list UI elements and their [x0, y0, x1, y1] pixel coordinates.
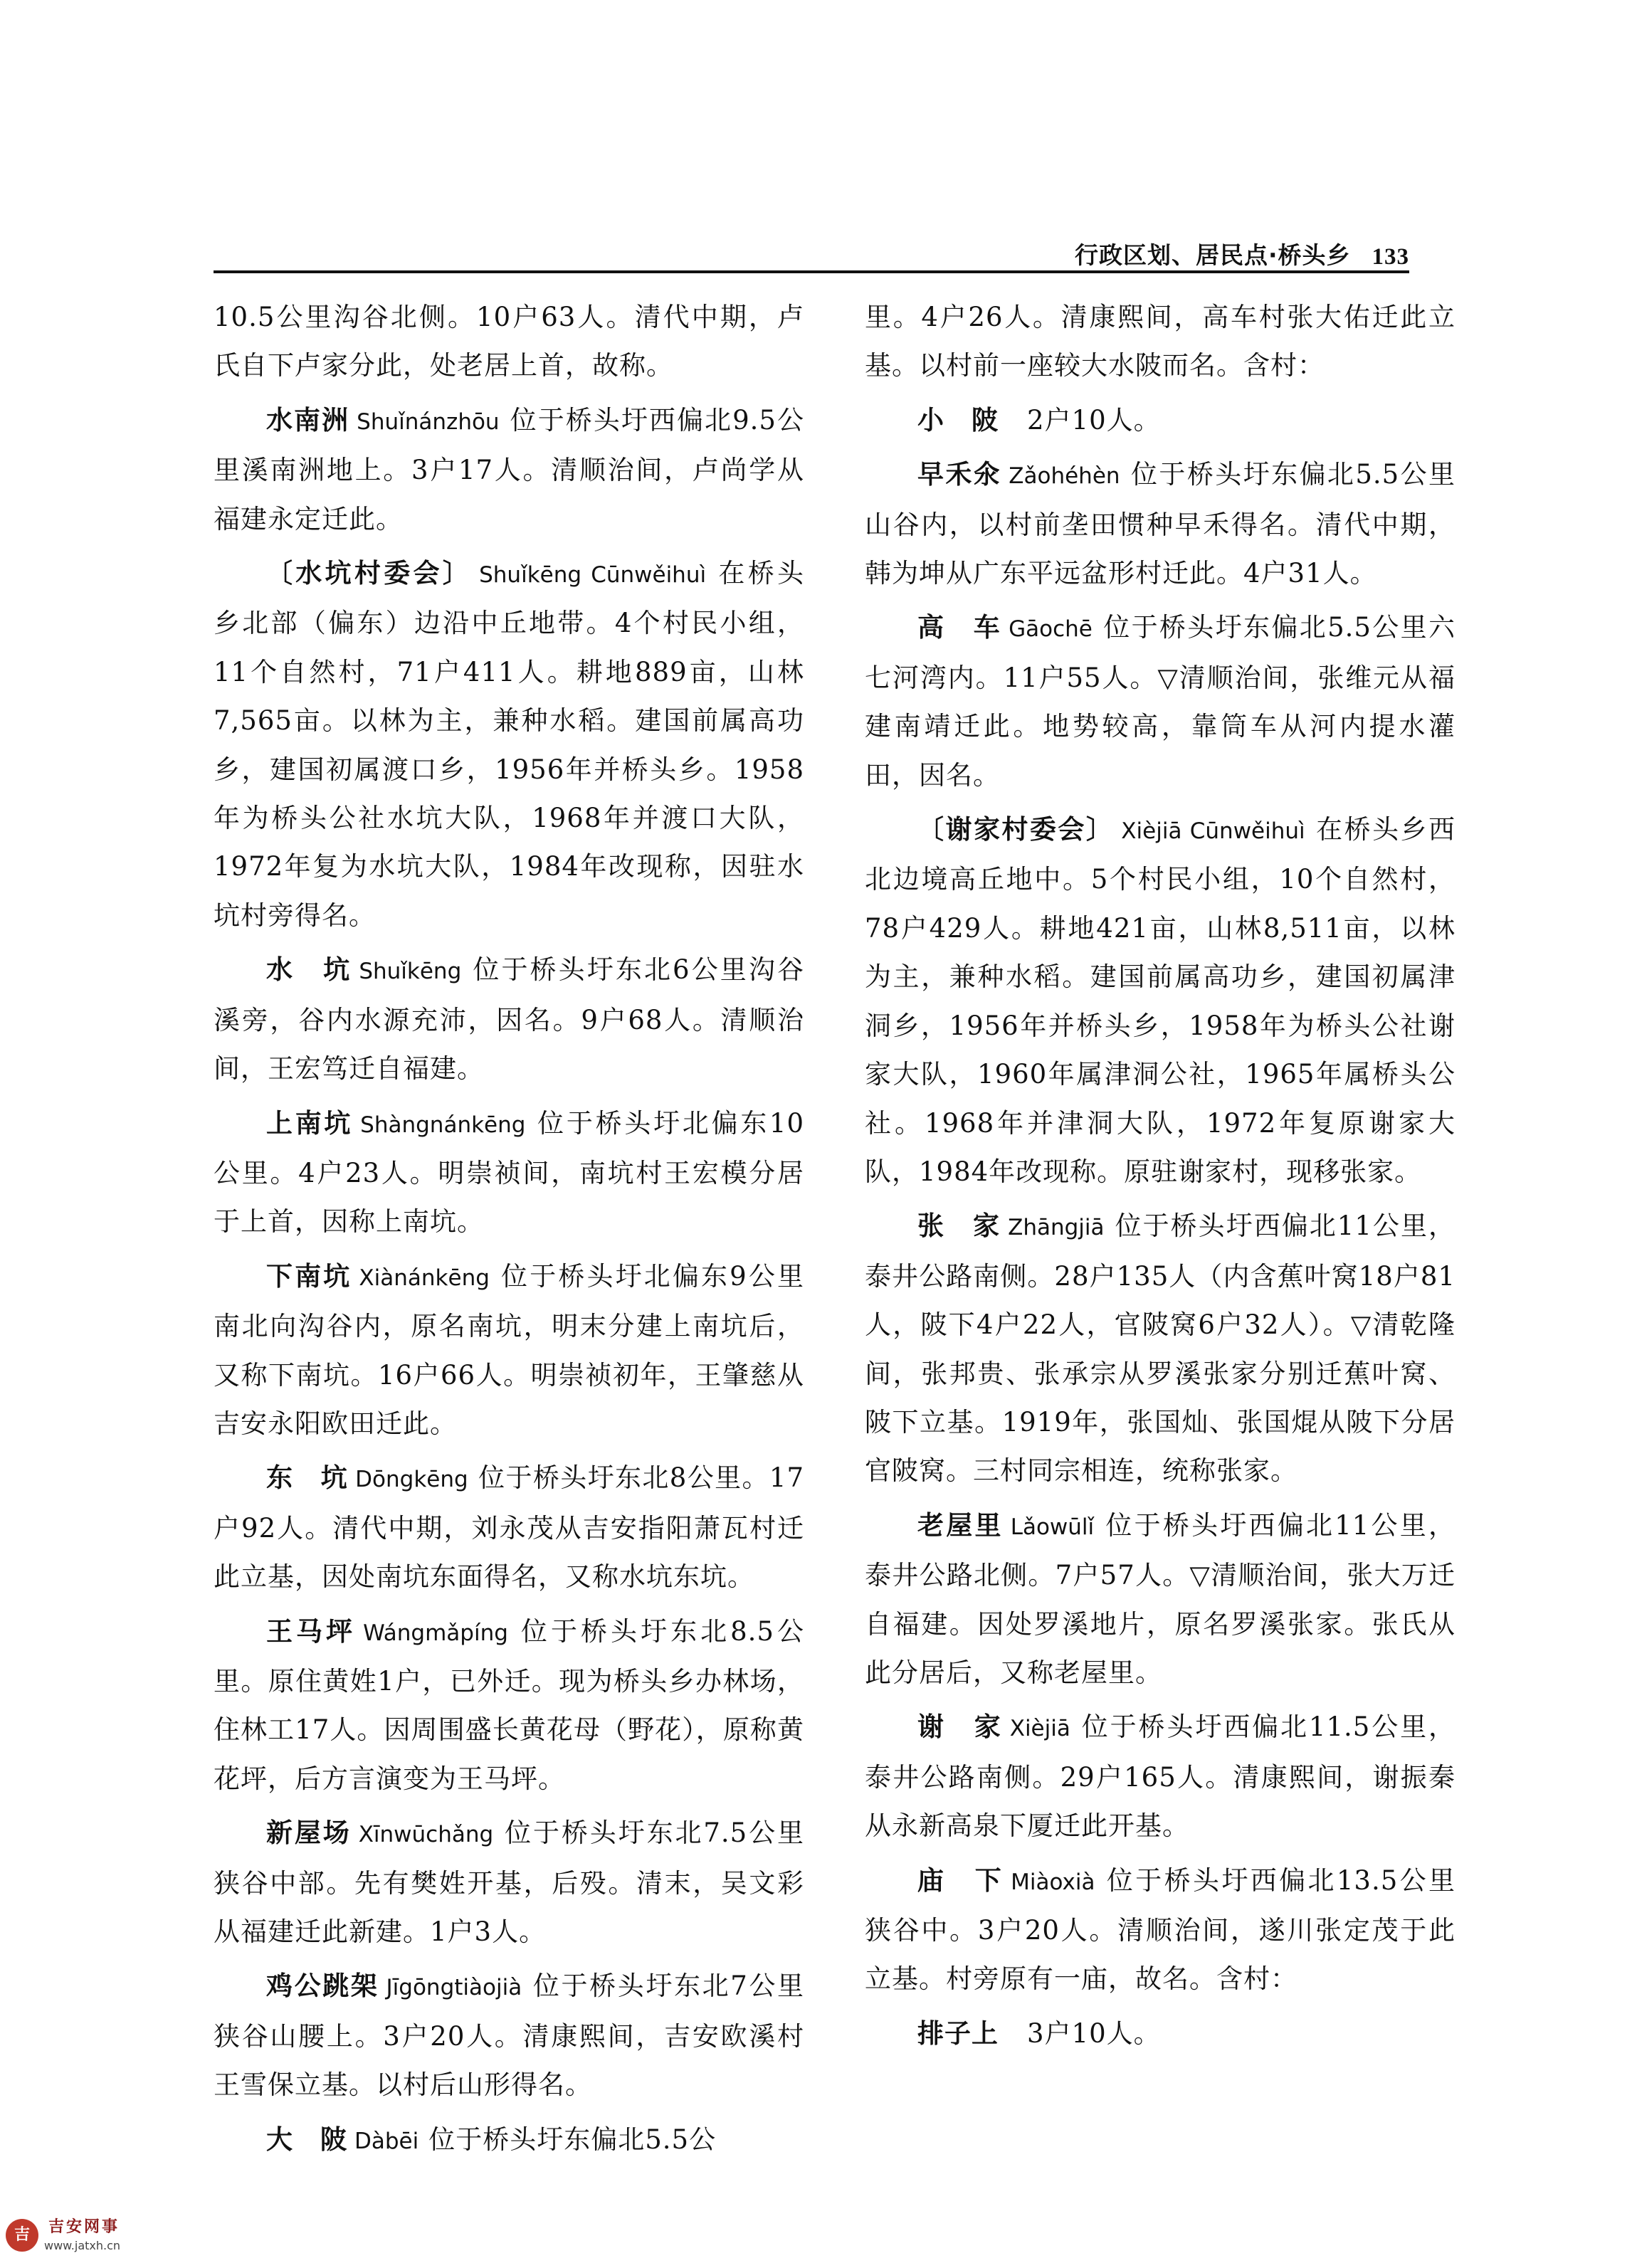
- entry-paragraph: [865, 603, 1456, 800]
- place-pinyin: Jīgōngtiàojià: [386, 1975, 522, 2001]
- entry-paragraph: [214, 2116, 804, 2166]
- place-pinyin: Xièjiā: [1009, 1716, 1070, 1742]
- watermark-logo-icon: 吉: [6, 2219, 38, 2252]
- page-number: 133: [1372, 244, 1409, 270]
- entry-paragraph: [865, 1202, 1456, 1495]
- place-pinyin: Zǎohéhèn: [1009, 463, 1120, 490]
- entry-text: 位于桥头圩北偏东9公里南北向沟谷内，原名南坑，明末分建上南坑后，又称下南坑。16户66人。明崇祯初年，王肇慈从吉安永阳欧田迁此。: [214, 1260, 804, 1439]
- place-name: 〔水坑村委会〕: [266, 558, 473, 589]
- entry-text: 位于桥头圩西偏北11.5公里，泰井公路南侧。29户165人。清康熙间，谢振秦从永新高泉下厦迁此开基。: [865, 1711, 1456, 1842]
- entry-paragraph: [214, 396, 804, 544]
- right-column: [865, 293, 1456, 2064]
- place-pinyin: Shuǐkēng Cūnwěihuì: [479, 562, 707, 589]
- entry-text: 10.5公里沟谷北侧。10户63人。清代中期，卢氏自下卢家分此，处老居上首，故称。: [214, 302, 804, 381]
- place-name: 鸡公跳架: [266, 1971, 379, 2002]
- place-name: 张 家: [917, 1211, 1001, 1242]
- place-pinyin: Wángmǎpíng: [363, 1620, 508, 1646]
- place-name: 早禾氽: [917, 459, 1002, 490]
- header-rule: [214, 270, 1409, 273]
- entry-paragraph: [214, 1252, 804, 1449]
- entry-paragraph: [865, 2010, 1456, 2058]
- entry-text: 位于桥头圩东北6公里沟谷溪旁，谷内水源充沛，因名。9户68人。清顺治间，王宏笃迁自福建。: [214, 954, 805, 1085]
- entry-text: 3户10人。: [1027, 2018, 1161, 2049]
- entry-text: 里。4户26人。清康熙间，高车村张大佑迁此立基。以村前一座较大水陂而名。含村：: [865, 302, 1456, 381]
- place-pinyin: Miàoxià: [1011, 1869, 1095, 1895]
- watermark-title: 吉安网事: [48, 2218, 120, 2236]
- place-pinyin: Xīnwūchǎng: [358, 1822, 494, 1848]
- entry-paragraph: [865, 1703, 1456, 1850]
- place-pinyin: Lǎowūlǐ: [1010, 1514, 1095, 1540]
- entry-text: 位于桥头圩西偏北11公里，泰井公路南侧。28户135人（内含蕉叶窝18户81人，陂下4户22人，官陂窝6户32人）。▽清乾隆间，张邦贵、张承宗从罗溪张家分别迁蕉叶窝、陂下立基。1919年，张国灿、张国焜从陂下分居官陂窝。三村同宗相连，统称张家。: [865, 1211, 1456, 1487]
- place-pinyin: Gāochē: [1009, 616, 1093, 643]
- entry-paragraph: [214, 1608, 804, 1804]
- header-title: 行政区划、居民点·桥头乡: [1074, 241, 1351, 269]
- place-pinyin: Shuǐkēng: [359, 959, 462, 985]
- place-name: 东 坑: [266, 1462, 349, 1494]
- place-name: 新屋场: [266, 1818, 352, 1849]
- place-name: 〔谢家村委会〕: [917, 814, 1115, 845]
- running-header: [214, 228, 1409, 270]
- left-column: [214, 293, 804, 2171]
- entry-text: 2户10人。: [1027, 404, 1161, 436]
- entry-text: 位于桥头圩东偏北5.5公里山谷内，以村前垄田惯种早禾得名。清代中期，韩为坤从广东平远盆形村迁此。4户31人。: [865, 459, 1456, 589]
- place-name: 小 陂: [917, 404, 999, 436]
- place-name: 谢 家: [917, 1711, 1003, 1743]
- place-pinyin: Shàngnánkēng: [360, 1112, 526, 1138]
- place-pinyin: Xiànánkēng: [359, 1265, 490, 1291]
- place-name: 下南坑: [266, 1260, 352, 1292]
- entry-text: 位于桥头圩西偏北9.5公里溪南洲地上。3户17人。清顺治间，卢尚学从福建永定迁此。: [214, 404, 805, 534]
- entry-paragraph: [865, 293, 1456, 391]
- place-name: 庙 下: [917, 1864, 1004, 1896]
- place-name: 老屋里: [917, 1509, 1004, 1541]
- entry-paragraph: [865, 450, 1456, 598]
- site-watermark: [6, 2213, 169, 2263]
- entry-text: 在桥头乡西北边境高丘地中。5个村民小组，10个自然村，78户429人。耕地421亩，山林8,511亩，以林为主，兼种水稻。建国前属高功乡，建国初属津洞乡，1956年并桥头乡，1958年为桥头公社谢家大队，1960年属津洞公社，1965年属桥头公社。1968年并津洞大队，1972年复原谢家大队，1984年改现称。原驻谢家村，现移张家。: [865, 814, 1456, 1187]
- entry-paragraph: [214, 946, 804, 1093]
- entry-text: 位于桥头圩东北8.5公里。原住黄姓1户，已外迁。现为桥头乡办林场，住林工17人。因周围盛长黄花母（野花），原称黄花坪，后方言演变为王马坪。: [214, 1615, 805, 1794]
- place-name: 水南洲: [266, 404, 350, 436]
- entry-paragraph: [214, 1454, 804, 1601]
- place-name: 王马坪: [266, 1615, 357, 1647]
- entry-text: 位于桥头圩西偏北11公里，泰井公路北侧。7户57人。▽清顺治间，张大万迁自福建。因处罗溪地片，原名罗溪张家。张氏从此分居后，又称老屋里。: [865, 1509, 1456, 1688]
- entry-text: 位于桥头圩西偏北13.5公里狭谷中。3户20人。清顺治间，遂川张定茂于此立基。村旁原有一庙，故名。含村：: [865, 1864, 1456, 1995]
- entry-text: 位于桥头圩东偏北5.5公: [428, 2124, 717, 2155]
- entry-text: 位于桥头圩东北8公里。17户92人。清代中期，刘永茂从吉安指阳萧瓦村迁此立基，因处南坑东面得名，又称水坑东坑。: [214, 1462, 804, 1593]
- place-name: 排子上: [917, 2018, 999, 2049]
- place-name: 高 车: [917, 612, 1002, 643]
- entry-paragraph: [865, 806, 1456, 1196]
- place-name: 水 坑: [266, 954, 352, 986]
- entry-text: 位于桥头圩北偏东10公里。4户23人。明崇祯间，南坑村王宏模分居于上首，因称上南坑。: [214, 1107, 804, 1238]
- place-pinyin: Zhāngjiā: [1008, 1215, 1105, 1241]
- place-name: 大 陂: [266, 2124, 347, 2155]
- place-pinyin: Dàbēi: [354, 2128, 419, 2154]
- entry-paragraph: [865, 1502, 1456, 1698]
- entry-paragraph: [214, 1809, 804, 1956]
- entry-paragraph: [214, 293, 804, 391]
- place-pinyin: Shuǐnánzhōu: [357, 408, 500, 435]
- watermark-url: www.jatxh.cn: [44, 2239, 121, 2252]
- entry-text: 在桥头乡北部（偏东）边沿中丘地带。4个村民小组，11个自然村，71户411人。耕地889亩，山林7,565亩。以林为主，兼种水稻。建国前属高功乡，建国初属渡口乡，1956年并桥头乡。1958年为桥头公社水坑大队，1968年并渡口大队，1972年复为水坑大队，1984年改现称，因驻水坑村旁得名。: [214, 558, 804, 931]
- entry-text: 位于桥头圩东北7.5公里狭谷中部。先有樊姓开基，后殁。清末，吴文彩从福建迁此新建。1户3人。: [214, 1818, 804, 1947]
- entry-paragraph: [865, 396, 1456, 445]
- place-pinyin: Dōngkēng: [355, 1467, 468, 1493]
- entry-text: 位于桥头圩东偏北5.5公里六七河湾内。11户55人。▽清顺治间，张维元从福建南靖迁此。地势较高，靠筒车从河内提水灌田，因名。: [865, 612, 1456, 791]
- entry-paragraph: [214, 1962, 804, 2109]
- entry-paragraph: [214, 549, 804, 940]
- entry-text: 位于桥头圩东北7公里狭谷山腰上。3户20人。清康熙间，吉安欧溪村王雪保立基。以村后山形得名。: [214, 1971, 805, 2101]
- place-pinyin: Xièjiā Cūnwěihuì: [1121, 818, 1305, 845]
- entry-paragraph: [865, 1857, 1456, 2004]
- place-name: 上南坑: [266, 1107, 354, 1139]
- entry-paragraph: [214, 1099, 804, 1247]
